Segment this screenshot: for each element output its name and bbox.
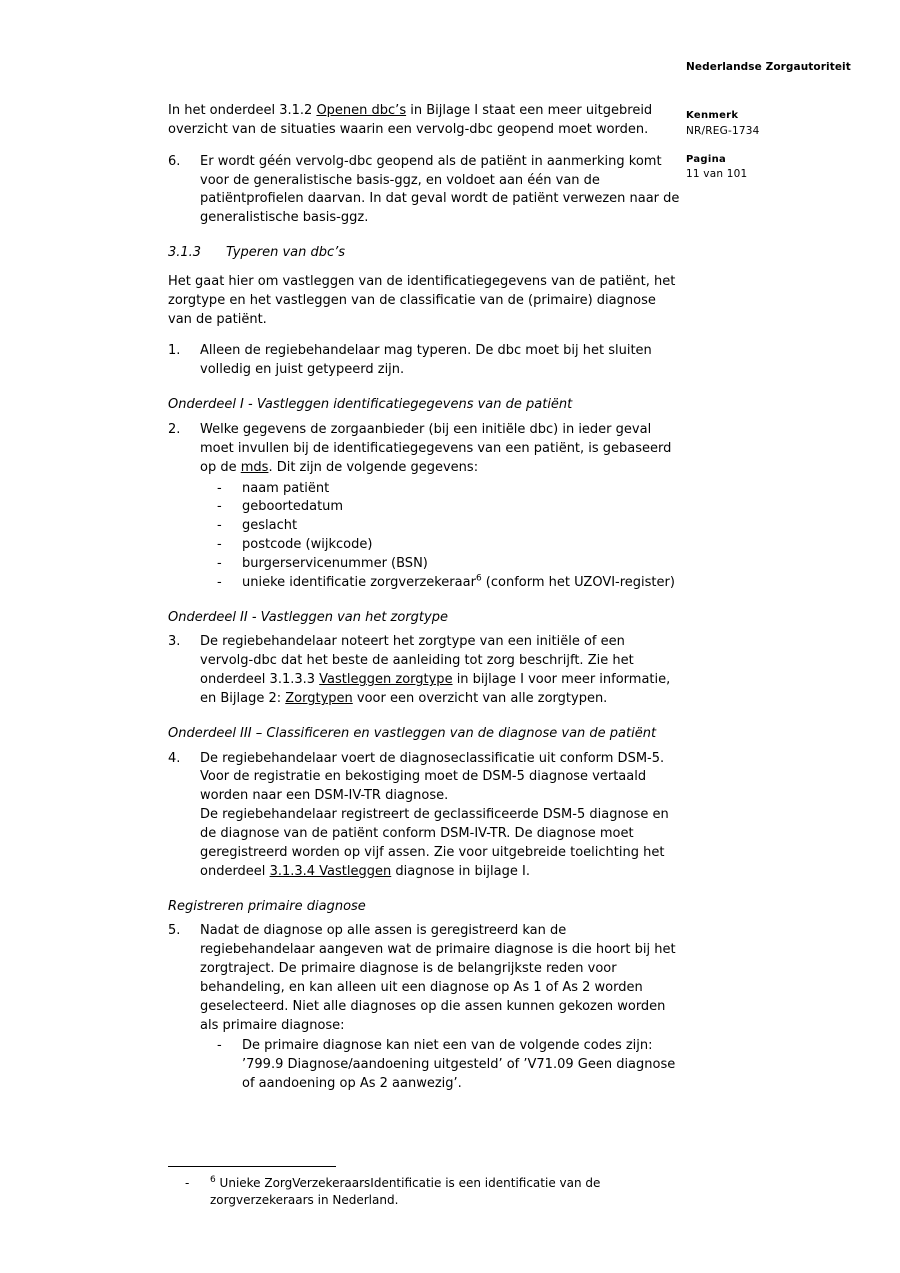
bullet-text: burgerservicenummer (BSN): [242, 555, 428, 571]
dash-marker: -: [217, 1038, 222, 1054]
list-item-3-text-1: De regiebehandelaar noteert het zorgtype van een initiële of een vervolg-dbc dat het beste de aanleiding tot zorg beschrijft. Zie het onderdeel 3.1.3.3: [200, 634, 634, 688]
meta-kenmerk-label: Kenmerk: [686, 110, 739, 122]
list-item-bullet: [200, 1037, 680, 1094]
bullet-text: postcode (wijkcode): [242, 537, 373, 553]
meta-pagina-label: Pagina: [686, 153, 727, 165]
list-item-6-text: Er wordt géén vervolg-dbc geopend als de patiënt in aanmerking komt voor de generalistische basis-ggz, en voldoet aan één van de patiëntprofielen daarvan. In dat geval wordt de patiënt verwezen naar de generalistische basis-ggz.: [200, 153, 680, 226]
uzovi-text-after: (conform het UZOVI-register): [481, 574, 675, 590]
list-item-4-paragraph-2: [200, 806, 680, 881]
list-item-4: [168, 750, 680, 882]
uzovi-text-before: unieke identificatie zorgverzekeraar: [242, 574, 476, 590]
link-openen-dbcs[interactable]: Openen dbc’s: [316, 103, 407, 118]
list-item-4-body: [200, 750, 680, 882]
list-item-4-paragraph-1: De regiebehandelaar voert de diagnoseclassificatie uit conform DSM-5. Voor de registratie en bekostiging moet de DSM-5 diagnose vertaald worden naar een DSM-IV-TR diagnose.: [200, 750, 665, 804]
list-item-2-text-before: Welke gegevens de zorgaanbieder (bij een initiële dbc) in ieder geval moet invullen bij de identificatiegegevens van een patiënt, is gebaseerd op de: [200, 421, 672, 475]
meta-kenmerk: [686, 109, 876, 139]
list-item-bullet: [200, 498, 680, 517]
list-item-bullet-uzovi: [200, 574, 680, 593]
intro-text-before: In het onderdeel 3.1.2: [168, 103, 317, 118]
list-item-bullet: [200, 480, 680, 499]
list-item-2-number: 2.: [168, 421, 181, 437]
footnote-6: [168, 1175, 680, 1209]
footnote-area: [168, 1166, 680, 1209]
link-mds[interactable]: mds: [240, 459, 269, 475]
bullet-text-uzovi: [242, 574, 680, 593]
footnote-marker-6: 6: [475, 573, 482, 584]
list-item-1-number: 1.: [168, 343, 181, 359]
dash-marker: -: [217, 480, 222, 496]
footnote-number-6: 6: [210, 1175, 216, 1185]
subheading-onderdeel-3: Onderdeel III – Classificeren en vastleggen van de diagnose van de patiënt: [168, 725, 657, 741]
subheading-onderdeel-2: Onderdeel II - Vastleggen van het zorgtype: [168, 609, 448, 625]
dash-marker: -: [217, 537, 222, 553]
list-item-2-body: [200, 421, 680, 593]
list-item-3-body: [200, 633, 680, 708]
footnote-6-body: Unieke ZorgVerzekeraarsIdentificatie is een identificatie van de zorgverzekeraars in Nederland.: [210, 1176, 601, 1207]
list-item-3: [168, 633, 680, 708]
dash-marker: -: [185, 1176, 190, 1190]
bullet-text: De primaire diagnose kan niet een van de volgende codes zijn: ’799.9 Diagnose/aandoening uitgesteld’ of ’V71.09 Geen diagnose of aandoening op As 2 aanwezig’.: [242, 1038, 676, 1092]
link-vastleggen-zorgtype[interactable]: Vastleggen zorgtype: [319, 672, 453, 688]
bullet-text: naam patiënt: [242, 480, 330, 496]
list-item-5-number: 5.: [168, 923, 181, 939]
list-item-bullet: [200, 536, 680, 555]
list-item-5: [168, 922, 680, 1094]
subheading-onderdeel-1: Onderdeel I - Vastleggen identificatiegegevens van de patiënt: [168, 397, 573, 413]
bullet-text: geboortedatum: [242, 499, 344, 515]
list-item-3-number: 3.: [168, 634, 181, 650]
list-item-2-text-after: . Dit zijn de volgende gegevens:: [268, 459, 479, 475]
list-item-4-text-3: diagnose in bijlage I.: [391, 863, 530, 879]
list-item-bullet: [200, 517, 680, 536]
list-item-4-text-2: De regiebehandelaar registreert de geclassificeerde DSM-5 diagnose en de diagnose van de patiënt conform DSM-IV-TR. De diagnose moet geregistreerd worden op vijf assen. Zie voor uitgebreide toelichting het onderdeel: [200, 807, 669, 879]
meta-pagina: [686, 153, 876, 183]
list-item-1-text: Alleen de regiebehandelaar mag typeren. De dbc moet bij het sluiten volledig en juist getypeerd zijn.: [200, 343, 652, 378]
list-item-6-number: 6.: [168, 153, 181, 169]
document-sidebar: [686, 60, 876, 197]
section-number: 3.1.3: [168, 245, 202, 261]
list-item-5-body: [200, 922, 680, 1094]
dash-marker: -: [217, 555, 222, 571]
list-item-bullet: [200, 555, 680, 574]
footnote-divider: [168, 1166, 336, 1167]
meta-kenmerk-value: NR/REG-1734: [686, 124, 760, 137]
subheading-registreren-primaire-diagnose: Registreren primaire diagnose: [168, 898, 366, 914]
dash-marker: -: [217, 518, 222, 534]
list-item-2: [168, 421, 680, 593]
list-item-4-number: 4.: [168, 750, 181, 766]
list-item-5-text: Nadat de diagnose op alle assen is geregistreerd kan de regiebehandelaar aangeven wat de primaire diagnose is die hoort bij het zorgtraject. De primaire diagnose is de belangrijkste reden voor behandeling, en kan alleen uit een diagnose op As 1 of As 2 worden geselecteerd. Niet alle diagnoses op die assen kunnen gekozen worden als primaire diagnose:: [200, 923, 676, 1033]
section-title: Typeren van dbc’s: [226, 245, 346, 261]
primaire-diagnose-list: [200, 1037, 680, 1094]
dash-marker: -: [217, 499, 222, 515]
organization-name: Nederlandse Zorgautoriteit: [686, 61, 851, 73]
identificatiegegevens-list: [200, 480, 680, 593]
list-item-3-text-3: voor een overzicht van alle zorgtypen.: [352, 690, 608, 706]
meta-pagina-value: 11 van 101: [686, 168, 748, 181]
section-intro-paragraph: Het gaat hier om vastleggen van de identificatiegegevens van de patiënt, het zorgtype en het vastleggen van de classificatie van de (primaire) diagnose van de patiënt.: [168, 273, 676, 327]
document-body: [168, 102, 680, 1107]
bullet-text: geslacht: [242, 518, 298, 534]
intro-text-after: in Bijlage I staat een meer uitgebreid overzicht van de situaties waarin een vervolg-dbc geopend moet worden.: [168, 103, 653, 137]
dash-marker: -: [217, 574, 222, 590]
section-heading-3-1-3: [168, 244, 680, 263]
list-item-3-text-2: in bijlage I voor meer informatie, en Bijlage 2:: [200, 672, 671, 706]
list-item-1: [168, 342, 680, 380]
intro-paragraph: [168, 102, 680, 140]
list-item-6: [168, 153, 680, 228]
link-zorgtypen[interactable]: Zorgtypen: [285, 690, 353, 706]
link-vastleggen-diagnose[interactable]: 3.1.3.4 Vastleggen: [269, 863, 392, 879]
footnote-6-text: [210, 1175, 680, 1209]
